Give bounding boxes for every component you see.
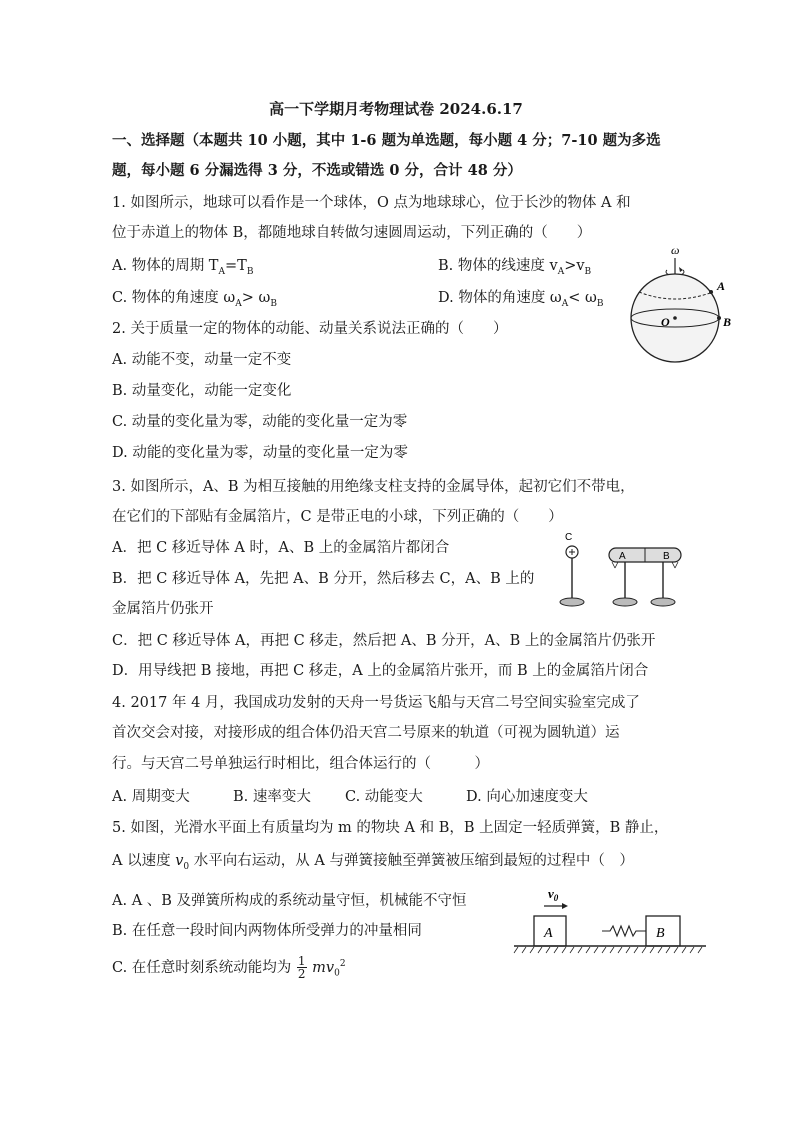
q1-option-d: D. 物体的角速度 $\omega_A< \omega_B$ (438, 290, 604, 309)
block-a-label: A (544, 926, 553, 941)
q1-stem-line2: 位于赤道上的物体 B，都随地球自转做匀速圆周运动，下列正确的（ ） (112, 225, 592, 241)
point-b-label: B (723, 315, 732, 329)
q3-option-c: C．把 C 移近导体 A，再把 C 移走，然后把 A、B 分开，A、B 上的金属箔片仍张开 (112, 633, 656, 649)
q5-option-b: B. 在任意一段时间内两物体所受弹力的冲量相同 (112, 923, 422, 939)
q3-option-b-line2: 金属箔片仍张开 (112, 601, 214, 617)
q5-option-a: A. A 、B 及弹簧所构成的系统动量守恒，机械能不守恒 (112, 893, 467, 909)
point-a-label: A (717, 279, 726, 293)
velocity-label: $v_0$ (548, 886, 559, 903)
q2-option-c: C. 动量的变化量为零，动能的变化量一定为零 (112, 414, 408, 430)
q5-stem-line1: 5. 如图，光滑水平面上有质量均为 m 的物块 A 和 B，B 上固定一轻质弹簧，B 静止， (112, 820, 669, 836)
conductors-figure (555, 530, 695, 610)
q4-stem-line3: 行。与天宫二号单独运行时相比，组合体运行的（ ） (112, 756, 489, 772)
q3-option-a: A．把 C 移近导体 A 时，A、B 上的金属箔片都闭合 (112, 540, 450, 556)
q5-option-c: C. 在任意时刻系统动能均为 $\frac{1}{2}$ $mv_0^2$ (112, 954, 346, 982)
q1-stem-line1: 1. 如图所示，地球可以看作是一个球体，O 点为地球球心，位于长沙的物体 A 和 (112, 195, 631, 211)
point-o-label: O (661, 315, 670, 329)
q1-option-b: B. 物体的线速度 $v_A>v_B$ (438, 258, 592, 277)
q1-option-a: A. 物体的周期 $T_A=T_B$ (112, 258, 254, 277)
q5-stem-line2: A 以速度 $v_0$ 水平向右运动，从 A 与弹簧接触至弹簧被压缩到最短的过程中（ ） (112, 853, 634, 872)
section-heading-line1: 一、选择题（本题共 10 小题，其中 1-6 题为单选题，每小题 4 分；7-10 题为多选 (112, 132, 661, 149)
q4-stem-line2: 首次交会对接，对接形成的组合体仍沿天宫二号原来的轨道（可视为圆轨道）运 (112, 725, 620, 741)
q3-stem-line1: 3. 如图所示，A、B 为相互接触的用绝缘支柱支持的金属导体，起初它们不带电， (112, 479, 635, 495)
q4-option-b: B. 速率变大 (233, 789, 311, 805)
q2-stem: 2. 关于质量一定的物体的动能、动量关系说法正确的（ ） (112, 321, 508, 337)
section-heading-line2: 题，每小题 6 分漏选得 3 分，不选或错选 0 分，合计 48 分） (112, 162, 522, 179)
q3-option-d: D．用导线把 B 接地，再把 C 移走，A 上的金属箔片张开，而 B 上的金属箔片闭合 (112, 663, 649, 679)
q2-option-b: B. 动量变化，动能一定变化 (112, 383, 292, 399)
ball-c-label: C (565, 532, 573, 543)
q2-option-d: D. 动能的变化量为零，动量的变化量一定为零 (112, 445, 408, 461)
earth-sphere-figure (625, 240, 735, 370)
q4-option-a: A. 周期变大 (112, 789, 190, 805)
q4-stem-line1: 4. 2017 年 4 月，我国成功发射的天舟一号货运飞船与天宫二号空间实验室完成了 (112, 695, 640, 711)
conductor-a-label: A (619, 551, 626, 562)
q3-stem-line2: 在它们的下部贴有金属箔片，C 是带正电的小球，下列正确的（ ） (112, 509, 563, 525)
page-title: 高一下学期月考物理试卷 2024.6.17 (269, 100, 523, 118)
q3-option-b-line1: B．把 C 移近导体 A，先把 A、B 分开，然后移去 C，A、B 上的 (112, 571, 535, 587)
spring (602, 926, 646, 936)
q1-option-c: C. 物体的角速度 $\omega_A> \omega_B$ (112, 290, 277, 309)
fraction-one-half: $\frac{1}{2}$ (297, 954, 306, 982)
q4-option-d: D. 向心加速度变大 (466, 789, 588, 805)
blocks-spring-figure (510, 880, 710, 960)
block-b-label: B (656, 926, 665, 941)
conductor-b-label: B (663, 551, 670, 562)
q4-option-c: C. 动能变大 (345, 789, 423, 805)
omega-label: ω (671, 243, 680, 257)
q2-option-a: A. 动能不变，动量一定不变 (112, 352, 292, 368)
